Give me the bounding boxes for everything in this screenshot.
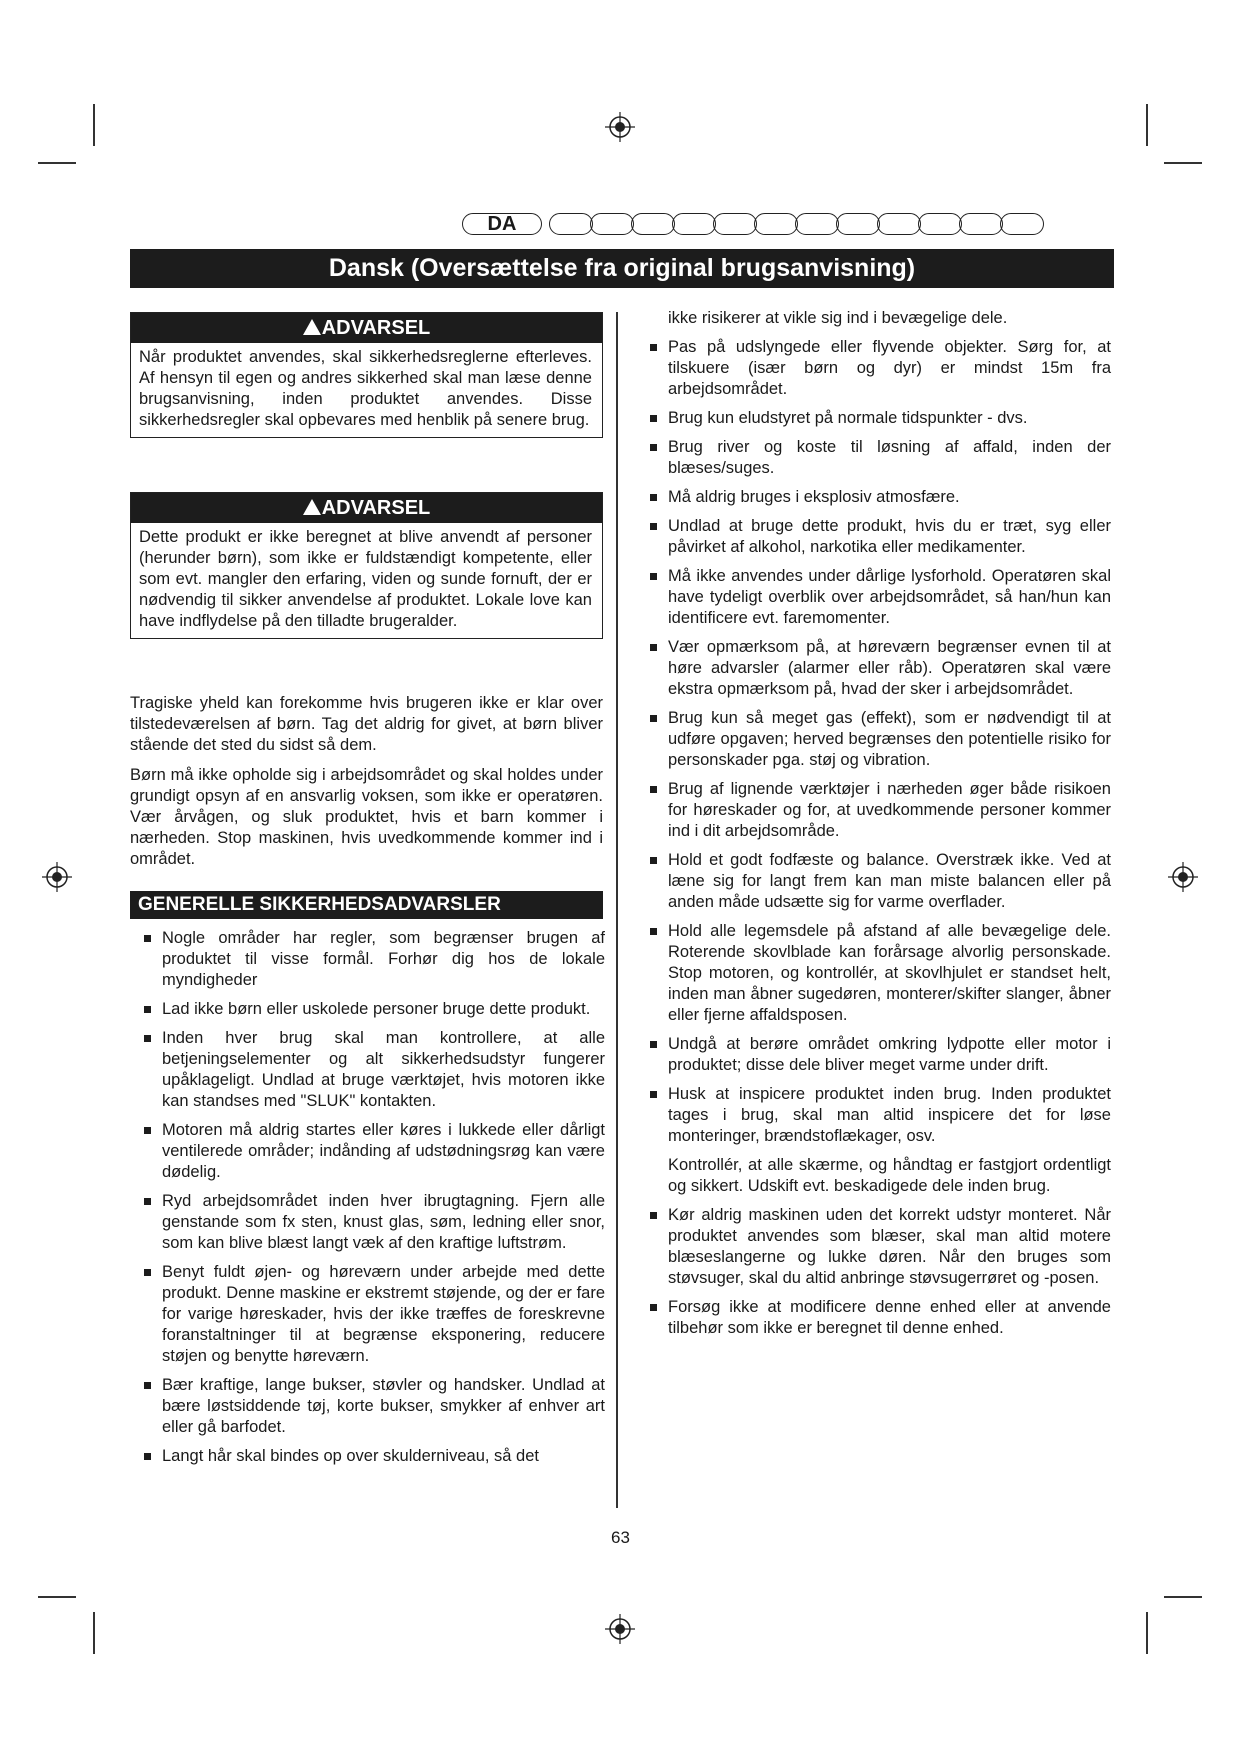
list-item: Brug kun eludstyret på normale tidspunkter - dvs. xyxy=(636,408,1111,429)
warning-title: ADVARSEL xyxy=(321,496,431,519)
list-item: Husk at inspicere produktet inden brug. Inden produktet tages i brug, skal man altid inspicere det for løse monteringer, brændstoflækager, osv. xyxy=(636,1084,1111,1147)
crop-mark xyxy=(38,1596,76,1598)
right-column-list xyxy=(636,308,1111,1347)
language-tab-placeholder xyxy=(795,213,839,235)
language-tab-placeholder xyxy=(754,213,798,235)
warning-text: Dette produkt er ikke beregnet at blive anvendt af personer (herunder børn), som ikke er fuldstændigt kompetente, eller som evt. mangler den erfaring, viden og sunde fornuft, der er nødvendig til sikker anvendelse af produktet. Lokale love kan have indflydelse på den tilladte brugeralder. xyxy=(139,528,592,630)
list-item-continuation: ikke risikerer at vikle sig ind i bevægelige dele. xyxy=(668,309,1008,327)
registration-mark-icon xyxy=(1168,862,1198,892)
crop-mark xyxy=(1146,1612,1148,1654)
language-tab-placeholder xyxy=(877,213,921,235)
crop-mark xyxy=(1164,162,1202,164)
language-tab-placeholder xyxy=(672,213,716,235)
crop-mark xyxy=(38,162,76,164)
list-item: Bær kraftige, lange bukser, støvler og handsker. Undlad at bære løstsiddende tøj, korte bukser, smykker af enhver art eller gå barfodet. xyxy=(130,1375,605,1438)
warning-triangle-icon xyxy=(303,499,321,515)
body-paragraph: Tragiske yheld kan forekomme hvis brugeren ikke er klar over tilstedeværelsen af børn. Tag det aldrig for givet, at børn bliver stående det sted du sidst så dem. xyxy=(130,694,603,754)
list-item: Forsøg ikke at modificere denne enhed eller at anvende tilbehør som ikke er beregnet til denne enhed. xyxy=(636,1297,1111,1339)
warning-heading xyxy=(131,493,602,523)
language-tab-active: DA xyxy=(462,213,542,235)
warning-text: Når produktet anvendes, skal sikkerhedsreglerne efterleves. Af hensyn til egen og andres sikkerhed skal man læse denne brugsanvisning, inden produktet anvendes. Disse sikkerhedsregler skal opbevares med henblik på senere brug. xyxy=(139,348,592,429)
list-item: Må aldrig bruges i eksplosiv atmosfære. xyxy=(636,487,1111,508)
list-item: Må ikke anvendes under dårlige lysforhold. Operatøren skal have tydeligt overblik over arbejdsområdet, så han/hun kan identificere evt. faremomenter. xyxy=(636,566,1111,629)
language-tab-placeholder xyxy=(713,213,757,235)
language-tab-placeholder xyxy=(959,213,1003,235)
language-tab-placeholder xyxy=(836,213,880,235)
list-item: Pas på udslyngede eller flyvende objekter. Sørg for, at tilskuere (især børn og dyr) er mindst 15m fra arbejdsområdet. xyxy=(636,337,1111,400)
section-heading: GENERELLE SIKKERHEDSADVARSLER xyxy=(130,891,603,919)
warning-heading xyxy=(131,313,602,343)
list-item: Brug river og koste til løsning af affald, inden der blæses/suges. xyxy=(636,437,1111,479)
list-item: Kør aldrig maskinen uden det korrekt udstyr monteret. Når produktet anvendes som blæser, skal man altid motere blæseslangerne og lukke døren. Når den bruges som støvsuger, skal du altid anbringe støvsugerrøret og -posen. xyxy=(636,1205,1111,1289)
list-item: Brug kun så meget gas (effekt), som er nødvendigt til at udføre opgaven; herved begrænses den potentielle risiko for personskader pga. støj og vibration. xyxy=(636,708,1111,771)
list-item: Benyt fuldt øjen- og høreværn under arbejde med dette produkt. Denne maskine er ekstremt støjende, og der er fare for varige høreskader, hvis der ikke træffes de foreskrevne foranstaltninger til at begrænse eksponering, reducere støjen og benytte høreværn. xyxy=(130,1262,605,1367)
warning-box xyxy=(130,312,603,438)
list-item: Undgå at berøre området omkring lydpotte eller motor i produktet; disse dele bliver meget varme under drift. xyxy=(636,1034,1111,1076)
language-tab-placeholder xyxy=(549,213,593,235)
crop-mark xyxy=(93,104,95,146)
registration-mark-icon xyxy=(42,862,72,892)
registration-mark-icon xyxy=(605,1614,635,1644)
list-item: Vær opmærksom på, at høreværn begrænser evnen til at høre advarsler (alarmer eller råb). Operatøren skal være ekstra opmærksom på, hvad der sker i arbejdsområdet. xyxy=(636,637,1111,700)
language-tab-placeholders xyxy=(552,213,1044,235)
page-title: Dansk (Oversættelse fra original brugsanvisning) xyxy=(130,249,1114,288)
warning-title: ADVARSEL xyxy=(321,316,431,339)
body-paragraph: Børn må ikke opholde sig i arbejdsområdet og skal holdes under grundigt opsyn af en ansvarlig voksen, som ikke er operatøren. Vær årvågen, og sluk produktet, hvis et barn kommer i nærheden. Stop maskinen, hvis uvedkommende kommer ind i området. xyxy=(130,766,603,868)
page-number: 63 xyxy=(611,1528,630,1547)
list-item: Nogle områder har regler, som begrænser brugen af produktet til visse formål. Forhør dig hos de lokale myndigheder xyxy=(130,928,605,991)
list-item: Lad ikke børn eller uskolede personer bruge dette produkt. xyxy=(130,999,605,1020)
list-item: Motoren må aldrig startes eller køres i lukkede eller dårligt ventilerede områder; indånding af udstødningsrøg kan være dødelig. xyxy=(130,1120,605,1183)
registration-mark-icon xyxy=(605,112,635,142)
list-item-continuation: Kontrollér, at alle skærme, og håndtag er fastgjort ordentligt og sikkert. Udskift evt. beskadigede dele inden brug. xyxy=(668,1156,1111,1195)
crop-mark xyxy=(1164,1596,1202,1598)
list-item: Brug af lignende værktøjer i nærheden øger både risikoen for høreskader og for, at uvedkommende personer kommer ind i dit arbejdsområde. xyxy=(636,779,1111,842)
crop-mark xyxy=(1146,104,1148,146)
column-divider xyxy=(616,312,618,1508)
warning-triangle-icon xyxy=(303,319,321,335)
list-item: Inden hver brug skal man kontrollere, at alle betjeningselementer og alt sikkerhedsudstyr fungerer upåklageligt. Undlad at bruge værktøjet, hvis motoren ikke kan standses med "SLUK" kontakten. xyxy=(130,1028,605,1112)
language-tab-placeholder xyxy=(1000,213,1044,235)
list-item: Ryd arbejdsområdet inden hver ibrugtagning. Fjern alle genstande som fx sten, knust glas, søm, ledning eller snor, som kan blive blæst langt væk af den kraftige luftstrøm. xyxy=(130,1191,605,1254)
language-tab-placeholder xyxy=(631,213,675,235)
language-tabs xyxy=(132,212,1112,236)
list-item: Hold alle legemsdele på afstand af alle bevægelige dele. Roterende skovlblade kan forårsage alvorlig personskade. Stop motoren, og kontrollér, at skovlhjulet er standset helt, inden man åbner sugedøren, monterer/skifter slanger, åbner eller fjerne affaldsposen. xyxy=(636,921,1111,1026)
list-item: Undlad at bruge dette produkt, hvis du er træt, syg eller påvirket af alkohol, narkotika eller medikamenter. xyxy=(636,516,1111,558)
list-item: Langt hår skal bindes op over skulderniveau, så det xyxy=(130,1446,605,1467)
left-column-list xyxy=(130,928,605,1475)
language-tab-placeholder xyxy=(918,213,962,235)
language-tab-placeholder xyxy=(590,213,634,235)
crop-mark xyxy=(93,1612,95,1654)
list-item: Hold et godt fodfæste og balance. Overstræk ikke. Ved at læne sig for langt frem kan man miste balancen eller på anden måde udsætte sig for varme overflader. xyxy=(636,850,1111,913)
warning-box xyxy=(130,492,603,639)
